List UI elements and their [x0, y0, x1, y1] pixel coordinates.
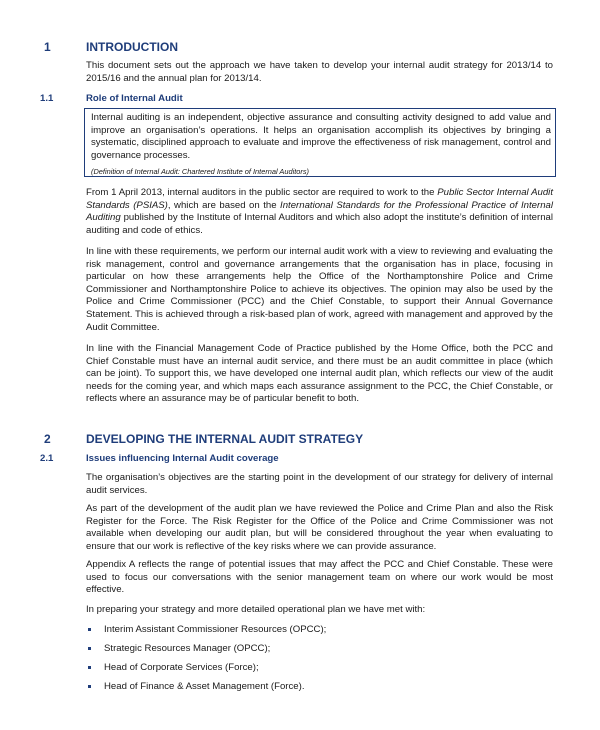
met-with-paragraph: In preparing your strategy and more detailed operational plan we have met with: — [86, 604, 426, 615]
list-item — [0, 624, 600, 638]
subsection-number: 1.1 — [40, 93, 54, 104]
definition-source: (Definition of Internal Audit: Chartered Institute of Internal Auditors) — [91, 167, 309, 177]
list-item-text: Head of Corporate Services (Force); — [104, 662, 259, 673]
bullet-square-icon — [88, 647, 91, 650]
audit-plan-paragraph: As part of the development of the audit plan we have reviewed the Police and Crime Plan and also the Risk Register for the Force. The Risk Register for the Office of the Police and Crime Commissioner was not available when developing our audit plan, but will be considered throughout the year when evaluating to ensure that our work is reflective of the key risks where we can provide assurance. — [86, 503, 553, 552]
list-item — [0, 681, 600, 695]
list-item-text: Interim Assistant Commissioner Resources (OPCC); — [104, 624, 327, 635]
bullet-square-icon — [88, 628, 91, 631]
list-item — [0, 662, 600, 676]
psias-paragraph — [86, 187, 553, 237]
bullet-square-icon — [88, 666, 91, 669]
section-number: 2 — [44, 432, 51, 446]
text-run: published by the Institute of Internal Auditors and which also adopt the institute’s definition of internal auditing and code of ethics. — [86, 212, 553, 236]
section-title: DEVELOPING THE INTERNAL AUDIT STRATEGY — [86, 432, 364, 446]
subsection-title: Issues influencing Internal Audit coverage — [86, 453, 279, 464]
financial-code-paragraph: In line with the Financial Management Code of Practice published by the Home Office, both the PCC and Chief Constable must have an internal audit service, and there must be an audit committee in place (which can be joint). To support this, we have developed one internal audit plan, which reflects our view of the audit needs for the coming year, and which maps each assurance assignment to the PCC, the Chief Constable, or reflects where an assurance may be of particular benefit to both. — [86, 343, 553, 405]
requirements-paragraph: In line with these requirements, we perform our internal audit work with a view to reviewing and evaluating the risk management, control and governance arrangements that the organisation has in place, focusing in particular on how these arrangements help the Office of the Northamptonshire Police and Crime Commissioner and Northamptonshire Police to achieve its objectives. The opinion may also be used by the Police and Crime Commissioner (PCC) and the Chief Constable, to support their Annual Governance Statement. This is achieved through a risk-based plan of work, agreed with management and approved by the Audit Committee. — [86, 246, 553, 333]
definition-box — [84, 108, 556, 177]
section-title: INTRODUCTION — [86, 40, 178, 54]
objectives-paragraph: The organisation’s objectives are the starting point in the development of our strategy for delivery of internal audit services. — [86, 472, 553, 496]
subsection-title: Role of Internal Audit — [86, 93, 183, 104]
list-item-text: Head of Finance & Asset Management (Force). — [104, 681, 305, 692]
intro-paragraph: This document sets out the approach we have taken to develop your internal audit strategy for 2013/14 to 2015/16 and the annual plan for 2013/14. — [86, 60, 553, 84]
definition-text: Internal auditing is an independent, objective assurance and consulting activity designed to add value and improve an organisation’s operations. It helps an organisation accomplish its objectives by bringing a systematic, disciplined approach to evaluate and improve the effectiveness of risk management, control and governance processes. — [91, 112, 551, 161]
section-number: 1 — [44, 40, 51, 54]
text-run: , which are based on the — [167, 199, 281, 211]
text-run: From 1 April 2013, internal auditors in the public sector are required to work to the — [86, 187, 438, 198]
ippf-title: International Standards for the Professional Practice of Internal Auditing — [86, 199, 553, 224]
appendix-paragraph: Appendix A reflects the range of potential issues that may affect the PCC and Chief Constable. These were used to focus our conversations with the senior management team on where our work would be most effective. — [86, 559, 553, 596]
psias-title: Public Sector Internal Audit Standards (PSIAS) — [86, 187, 553, 211]
subsection-number: 2.1 — [40, 453, 54, 464]
bullet-square-icon — [88, 685, 91, 688]
list-item-text: Strategic Resources Manager (OPCC); — [104, 643, 271, 654]
list-item — [0, 643, 600, 657]
